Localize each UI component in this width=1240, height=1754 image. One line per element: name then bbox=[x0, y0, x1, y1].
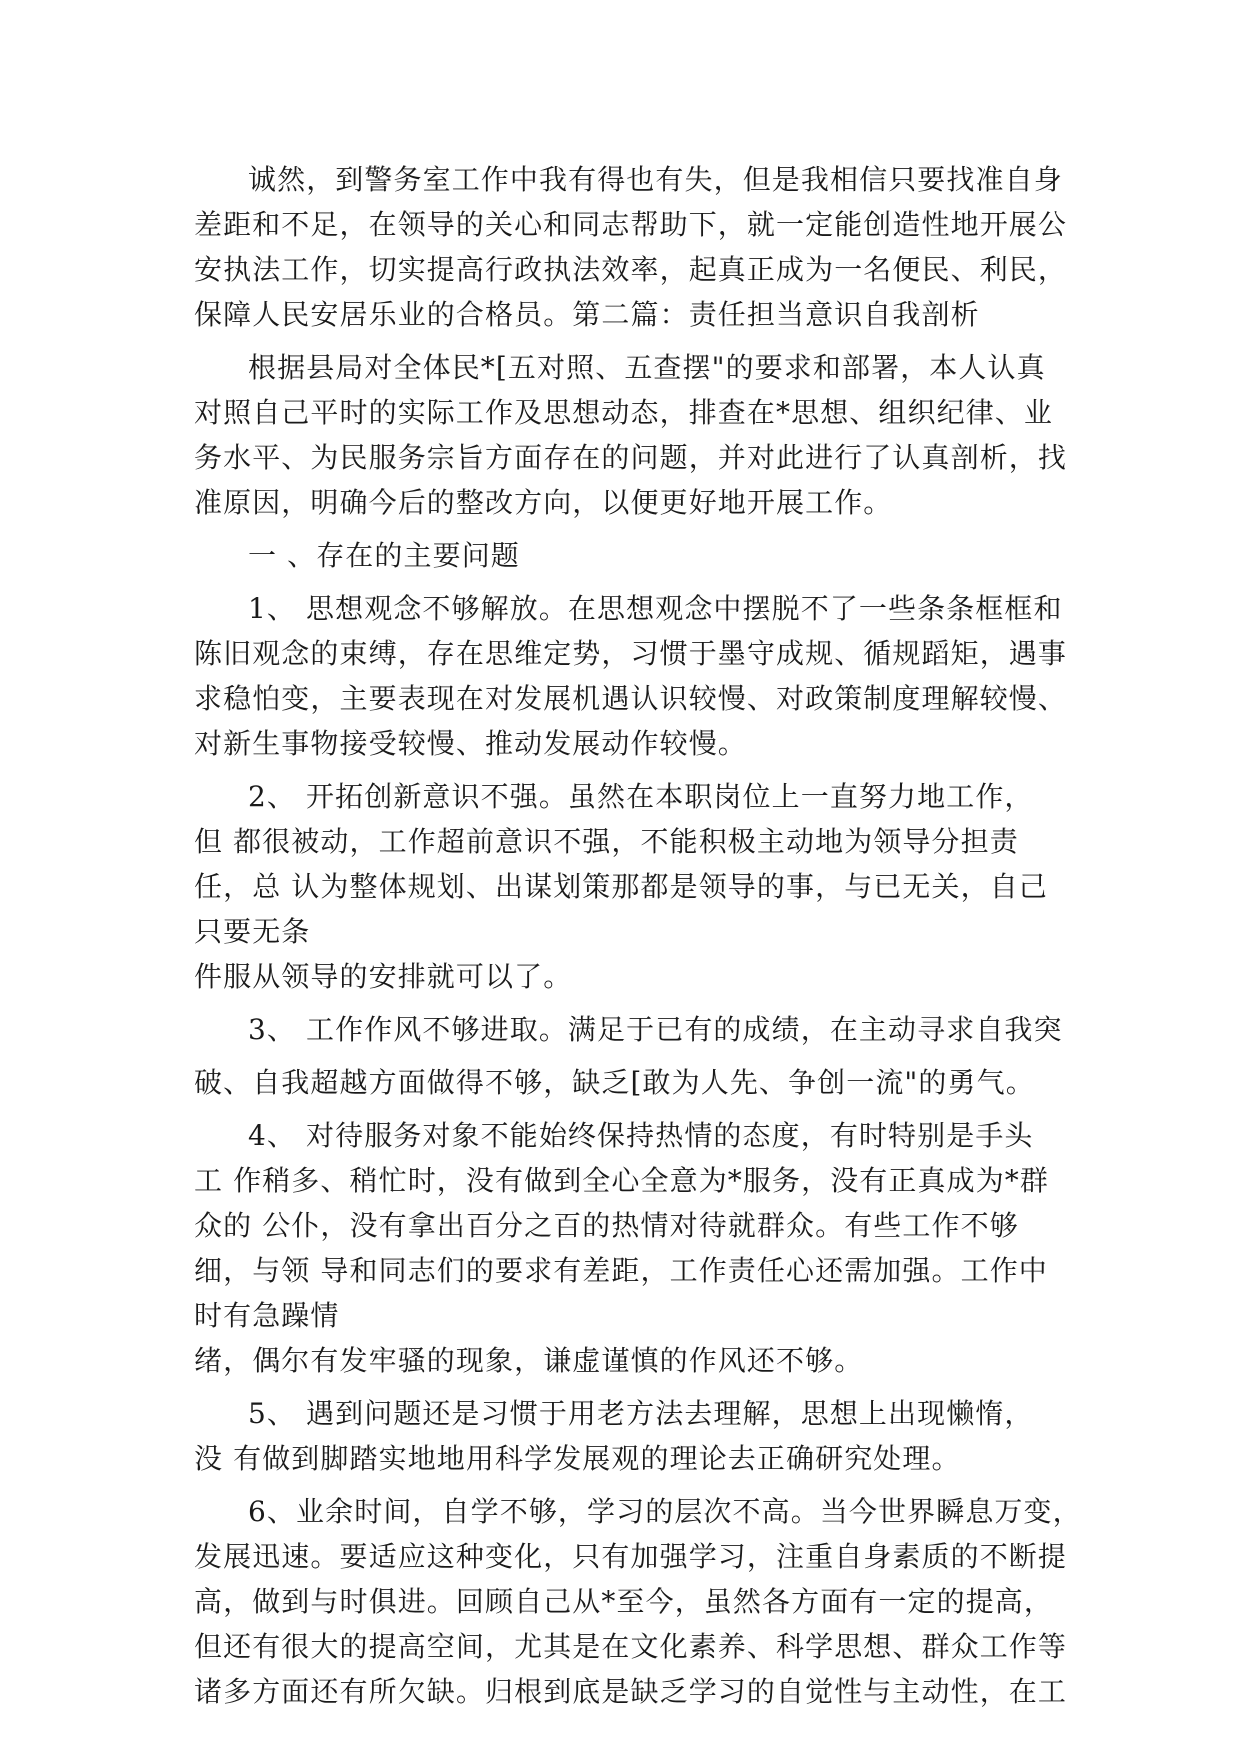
text-line: 安执法工作，切实提高行政执法效率，起真正成为一名便民、利民， bbox=[194, 253, 1068, 286]
text-line: 1、 思想观念不够解放。在思想观念中摆脱不了一些条条框框和 bbox=[248, 592, 1063, 625]
text-line: 只要无条 bbox=[194, 915, 311, 948]
text-line: 绪，偶尔有发牢骚的现象，谦虚谨慎的作风还不够。 bbox=[194, 1344, 864, 1377]
text-line: 任，总 认为整体规划、出谋划策那都是领导的事，与已无关，自己 bbox=[194, 870, 1048, 903]
text-line: 时有急躁情 bbox=[194, 1299, 340, 1332]
text-line: 高，做到与时俱进。回顾自己从*至今，虽然各方面有一定的提高， bbox=[194, 1585, 1054, 1618]
text-line: 3、 工作作风不够进取。满足于已有的成绩，在主动寻求自我突 bbox=[248, 1013, 1063, 1046]
text-line: 但 都很被动，工作超前意识不强，不能积极主动地为领导分担责 bbox=[194, 825, 1019, 858]
text-line: 诸多方面还有所欠缺。归根到底是缺乏学习的自觉性与主动性，在工 bbox=[194, 1675, 1068, 1708]
text-line: 件服从领导的安排就可以了。 bbox=[194, 960, 573, 993]
text-line: 对照自己平时的实际工作及思想动态，排查在*思想、组织纪律、业 bbox=[194, 396, 1054, 429]
text-line: 但还有很大的提高空间，尤其是在文化素养、科学思想、群众工作等 bbox=[194, 1630, 1068, 1663]
section-heading: 一 、存在的主要问题 bbox=[248, 539, 520, 572]
text-line: 陈旧观念的束缚，存在思维定势，习惯于墨守成规、循规蹈矩，遇事 bbox=[194, 637, 1068, 670]
text-line: 根据县局对全体民*[五对照、五查摆"的要求和部署，本人认真 bbox=[248, 351, 1046, 384]
text-line: 众的 公仆，没有拿出百分之百的热情对待就群众。有些工作不够 bbox=[194, 1209, 1019, 1242]
text-line: 工 作稍多、稍忙时，没有做到全心全意为*服务，没有正真成为*群 bbox=[194, 1164, 1050, 1197]
text-line: 求稳怕变，主要表现在对发展机遇认识较慢、对政策制度理解较慢、 bbox=[194, 682, 1068, 715]
text-line: 诚然，到警务室工作中我有得也有失，但是我相信只要找准自身 bbox=[248, 163, 1063, 196]
text-line: 发展迅速。要适应这种变化，只有加强学习，注重自身素质的不断提 bbox=[194, 1540, 1068, 1573]
text-line: 准原因，明确今后的整改方向，以便更好地开展工作。 bbox=[194, 486, 893, 519]
text-line: 细，与领 导和同志们的要求有差距，工作责任心还需加强。工作中 bbox=[194, 1254, 1048, 1287]
text-line: 差距和不足，在领导的关心和同志帮助下，就一定能创造性地开展公 bbox=[194, 208, 1068, 241]
text-line: 保障人民安居乐业的合格员。第二篇：责任担当意识自我剖析 bbox=[194, 298, 980, 331]
text-line: 4、 对待服务对象不能始终保持热情的态度，有时特别是手头 bbox=[248, 1119, 1034, 1152]
text-line: 对新生事物接受较慢、推动发展动作较慢。 bbox=[194, 727, 747, 760]
text-line: 破、自我超越方面做得不够，缺乏[敢为人先、争创一流"的勇气。 bbox=[194, 1066, 1035, 1099]
text-line: 6、业余时间，自学不够，学习的层次不高。当今世界瞬息万变， bbox=[248, 1495, 1082, 1528]
text-line: 没 有做到脚踏实地地用科学发展观的理论去正确研究处理。 bbox=[194, 1442, 961, 1475]
text-line: 务水平、为民服务宗旨方面存在的问题，并对此进行了认真剖析，找 bbox=[194, 441, 1068, 474]
text-line: 5、 遇到问题还是习惯于用老方法去理解，思想上出现懒惰， bbox=[248, 1397, 1034, 1430]
text-line: 2、 开拓创新意识不强。虽然在本职岗位上一直努力地工作， bbox=[248, 780, 1034, 813]
